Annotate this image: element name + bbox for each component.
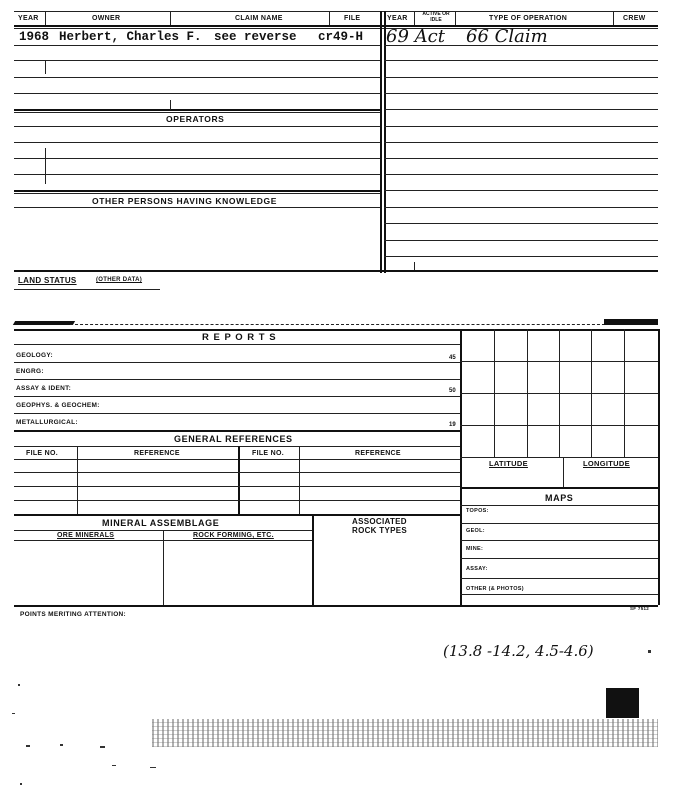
section-divider-bar-right <box>604 319 658 325</box>
map-row-geol: GEOL: <box>466 528 485 534</box>
handwritten-operation: 66 Claim <box>466 26 548 47</box>
general-references-title: GENERAL REFERENCES <box>174 434 293 444</box>
map-row-mine: MINE: <box>466 546 484 552</box>
entry-owner: Herbert, Charles F. <box>59 30 202 44</box>
handwritten-coordinates-note: (13.8 -14.2, 4.5-4.6) <box>443 642 594 660</box>
rock-forming-label: ROCK FORMING, ETC. <box>193 532 274 539</box>
land-status-sub: (OTHER DATA) <box>96 277 143 283</box>
gr-file-no-2: FILE NO. <box>252 450 284 457</box>
report-row: ENGRG: <box>16 368 44 375</box>
header-claim-name: CLAIM NAME <box>235 15 283 22</box>
associated-rock-types-1: ASSOCIATED <box>352 517 407 526</box>
map-row-topos: TOPOS: <box>466 508 489 514</box>
header-active-or-idle: ACTIVE OR IDLE <box>422 11 450 23</box>
header-year: YEAR <box>18 15 39 22</box>
redaction-square <box>606 688 639 718</box>
other-persons-label: OTHER PERSONS HAVING KNOWLEDGE <box>92 196 278 206</box>
section-divider-bar <box>13 321 75 325</box>
report-row: ASSAY & IDENT: 50 <box>16 385 456 394</box>
header-owner: OWNER <box>92 15 121 22</box>
entry-year: 1968 <box>19 30 50 44</box>
mineral-assemblage-title: MINERAL ASSEMBLAGE <box>102 518 220 528</box>
maps-label: MAPS <box>545 493 574 503</box>
associated-rock-types-2: ROCK TYPES <box>352 526 408 535</box>
longitude-label: LONGITUDE <box>583 459 630 468</box>
map-row-other: OTHER (& PHOTOS) <box>466 586 524 592</box>
gr-file-no-1: FILE NO. <box>26 450 58 457</box>
latitude-label: LATITUDE <box>489 459 528 468</box>
reports-title: R E P O R T S <box>202 332 277 343</box>
land-status-label: LAND STATUS <box>18 276 77 285</box>
form-code: SF 7512 <box>630 606 650 611</box>
handwritten-year-active: 69 Act <box>386 26 445 47</box>
scan-noise-band <box>152 719 658 747</box>
report-row: METALLURGICAL: 19 <box>16 419 456 428</box>
map-row-assay: ASSAY: <box>466 566 488 572</box>
entry-claim-name: see reverse <box>214 30 297 44</box>
header-crew: CREW <box>623 15 646 22</box>
gr-reference-1: REFERENCE <box>134 450 180 457</box>
operators-label: OPERATORS <box>166 114 225 124</box>
ore-minerals-label: ORE MINERALS <box>57 532 115 539</box>
header-year-2: YEAR <box>387 15 408 22</box>
header-file: FILE <box>344 15 361 22</box>
header-type-of-operation: TYPE OF OPERATION <box>489 15 568 22</box>
entry-file: cr49-H <box>318 30 364 44</box>
report-row: GEOLOGY: 45 <box>16 352 456 361</box>
gr-reference-2: REFERENCE <box>355 450 401 457</box>
points-meriting-attention-label: POINTS MERITING ATTENTION: <box>20 611 127 618</box>
report-row: GEOPHYS. & GEOCHEM: <box>16 402 100 409</box>
